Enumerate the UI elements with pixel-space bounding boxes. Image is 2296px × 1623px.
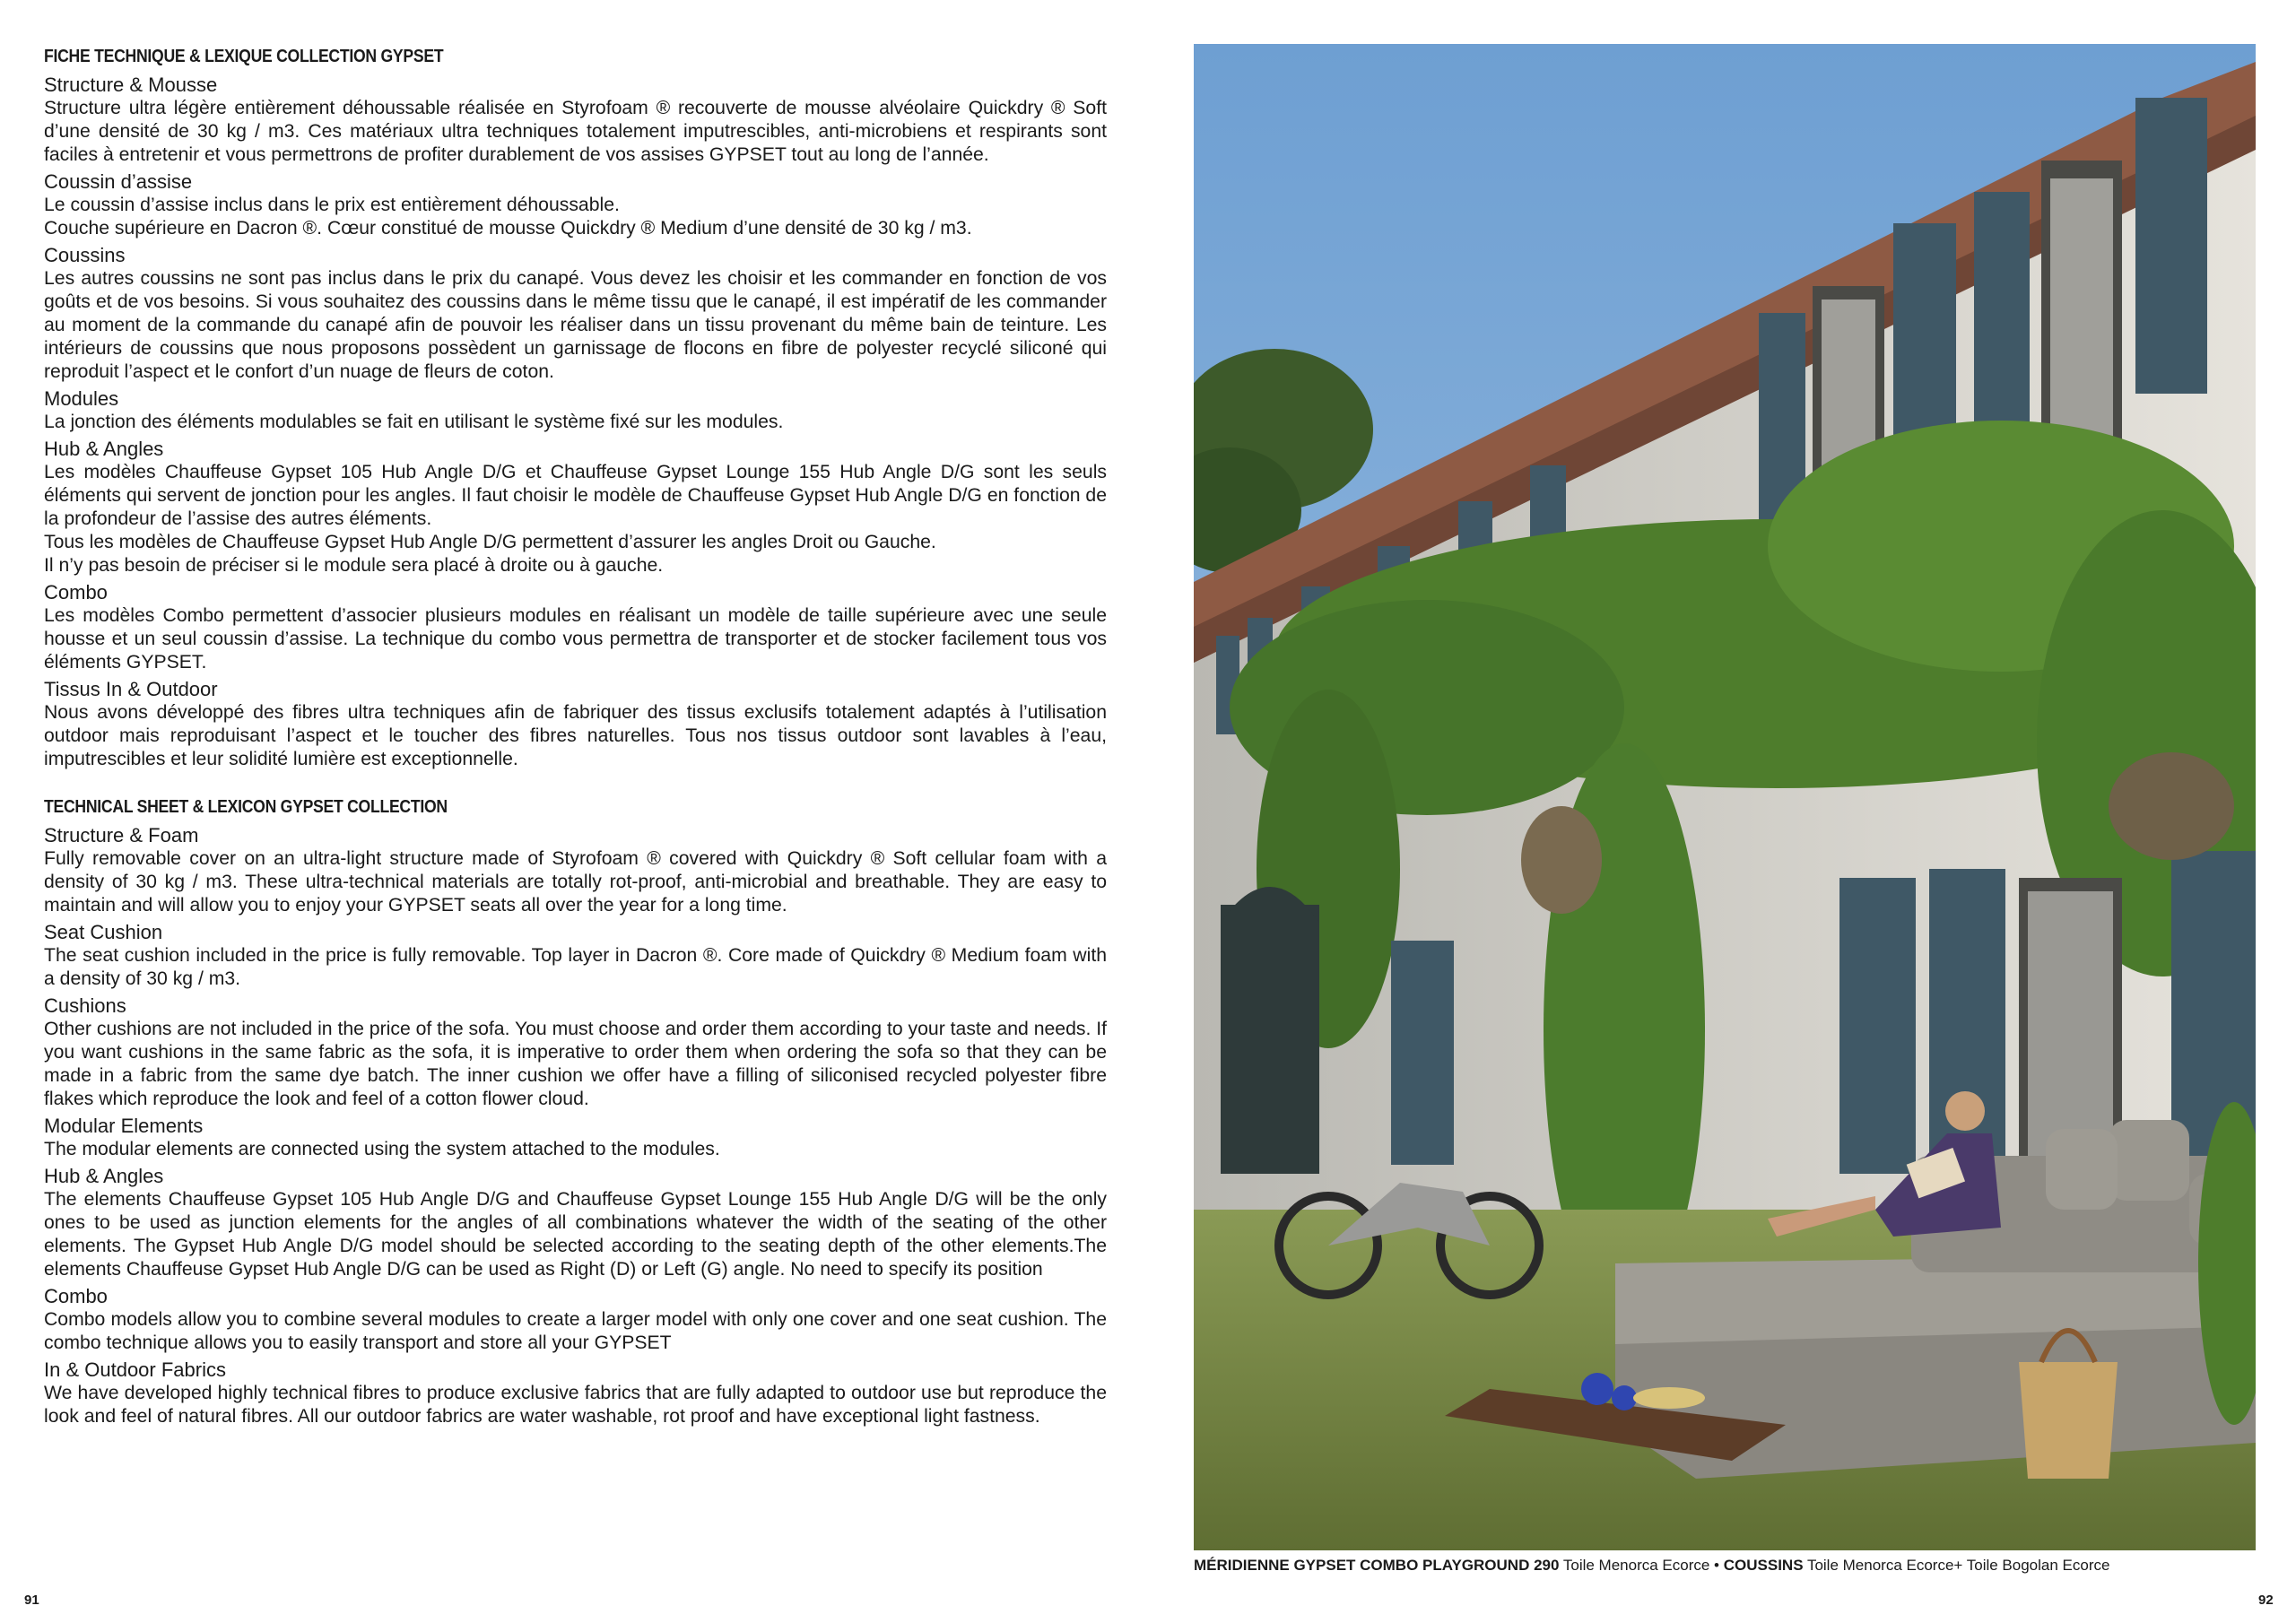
section-body — [44, 97, 1107, 167]
section-body — [44, 701, 1107, 771]
section-body — [44, 1188, 1107, 1281]
section-paragraph: Le coussin d’assise inclus dans le prix est entièrement déhoussable. — [44, 195, 620, 215]
english-sections — [44, 824, 1107, 1428]
section-title: Seat Cushion — [44, 921, 163, 943]
section-paragraph: Other cushions are not included in the price of the sofa. You must choose and order them according to your taste and needs. If you want cushions in the same fabric as the sofa, it is imperative to order them when ordering the sofa so that they can be made in a fabric from the same dye batch. The inner cushion we offer have a filling of siliconised recycled polyester fibre flakes which reproduce the look and feel of a cotton flower cloud. — [44, 1019, 1107, 1109]
section-paragraph: Couche supérieure en Dacron ®. Cœur constitué de mousse Quickdry ® Medium d’une densité de 30 kg / m3. — [44, 218, 972, 239]
section-paragraph: Combo models allow you to combine several modules to create a larger model with only one cover and one seat cushion. The combo technique allows you to easily transport and store all your GYPSET — [44, 1309, 1107, 1353]
section-body — [44, 461, 1107, 577]
french-sections — [44, 74, 1107, 771]
section-body — [44, 267, 1107, 384]
section-paragraph: Les modèles Combo permettent d’associer plusieurs modules en réalisant un modèle de taille supérieure avec une seule housse et un seul coussin d’assise. La technique du combo vous permettra de transporter et de stocker facilement tous vos éléments GYPSET. — [44, 605, 1107, 673]
section-body — [44, 847, 1107, 917]
section-paragraph: We have developed highly technical fibres to produce exclusive fabrics that are fully adapted to outdoor use but reproduce the look and feel of natural fibres. All our outdoor fabrics are water washable, rot proof and have exceptional light fastness. — [44, 1383, 1107, 1427]
caption-product: MÉRIDIENNE GYPSET COMBO PLAYGROUND 290 — [1194, 1557, 1560, 1574]
section-body — [44, 1382, 1107, 1428]
section-paragraph: The modular elements are connected using the system attached to the modules. — [44, 1139, 720, 1159]
section-title: Modules — [44, 387, 119, 410]
section-title: Coussins — [44, 244, 126, 266]
caption-cushions-fabric: Toile Menorca Ecorce+ Toile Bogolan Ecorce — [1803, 1557, 2110, 1574]
section-paragraph: La jonction des éléments modulables se fait en utilisant le système fixé sur les modules. — [44, 412, 784, 432]
section-paragraph: Nous avons développé des fibres ultra techniques afin de fabriquer des tissus exclusifs totalement adaptés à l’utilisation outdoor mais reproduisant l’aspect et le toucher des fibres naturelles. Tous nos tissus outdoor sont lavables à l’eau, imputrescibles et leur solidité lumière est exceptionnelle. — [44, 702, 1107, 769]
section-title: Hub & Angles — [44, 1165, 164, 1187]
house-garden-photo — [1194, 44, 2256, 1550]
section-body — [44, 194, 1107, 240]
english-heading: TECHNICAL SHEET & LEXICON GYPSET COLLECTION — [44, 797, 448, 817]
section-title: Coussin d’assise — [44, 170, 193, 193]
section-title: Modular Elements — [44, 1115, 204, 1137]
section-body — [44, 1018, 1107, 1111]
section-title: Structure & Foam — [44, 824, 199, 846]
section-title: Combo — [44, 581, 108, 603]
caption-product-fabric: Toile Menorca Ecorce • — [1559, 1557, 1724, 1574]
section-body — [44, 1138, 1107, 1161]
section-paragraph: Tous les modèles de Chauffeuse Gypset Hub Angle D/G permettent d’assurer les angles Droit ou Gauche. — [44, 532, 936, 552]
page-number-left: 91 — [24, 1593, 39, 1608]
section-paragraph: Fully removable cover on an ultra-light structure made of Styrofoam ® covered with Quickdry ® Soft cellular foam with a density of 30 kg / m3. These ultra-technical materials are totally rot-proof, anti-microbial and breathable. They are easy to maintain and will allow you to enjoy your GYPSET seats all over the year for a long time. — [44, 848, 1107, 916]
section-title: Cushions — [44, 994, 126, 1017]
section-body — [44, 604, 1107, 674]
french-heading: FICHE TECHNIQUE & LEXIQUE COLLECTION GYPSET — [44, 47, 444, 66]
section-title: Combo — [44, 1285, 108, 1307]
section-paragraph: The elements Chauffeuse Gypset 105 Hub Angle D/G and Chauffeuse Gypset Lounge 155 Hub Angle D/G will be the only ones to be used as junction elements for the angles of all combinations whatever the width of the seating of the other elements. The Gypset Hub Angle D/G model should be selected according to the seating depth of the other elements.The elements Chauffeuse Gypset Hub Angle D/G can be used as Right (D) or Left (G) angle. No need to specify its position — [44, 1189, 1107, 1280]
section-title: In & Outdoor Fabrics — [44, 1358, 226, 1381]
page-number-right: 92 — [2258, 1593, 2274, 1608]
section-paragraph: Il n’y pas besoin de préciser si le module sera placé à droite ou à gauche. — [44, 555, 664, 576]
section-title: Tissus In & Outdoor — [44, 678, 218, 700]
section-paragraph: Structure ultra légère entièrement déhoussable réalisée en Styrofoam ® recouverte de mousse alvéolaire Quickdry ® Soft d’une densité de 30 kg / m3. Ces matériaux ultra techniques totalement imputrescibles, anti-microbiens et respirants sont faciles à entretenir et vous permettrons de profiter durablement de vos assises GYPSET tout au long de l’année. — [44, 98, 1107, 165]
section-paragraph: The seat cushion included in the price is fully removable. Top layer in Dacron ®. Core made of Quickdry ® Medium foam with a density of 30 kg / m3. — [44, 945, 1107, 989]
caption-cushions: COUSSINS — [1723, 1557, 1804, 1574]
section-paragraph: Les modèles Chauffeuse Gypset 105 Hub Angle D/G et Chauffeuse Gypset Lounge 155 Hub Angle D/G sont les seuls éléments qui servent de jonction pour les angles. Il faut choisir le modèle de Chauffeuse Gypset Hub Angle D/G en fonction de la profondeur de l’assise des autres éléments. — [44, 462, 1107, 529]
section-paragraph: Les autres coussins ne sont pas inclus dans le prix du canapé. Vous devez les choisir et les commander en fonction de vos goûts et de vos besoins. Si vous souhaitez des coussins dans le même tissu que le canapé, il est impératif de les commander au moment de la commande du canapé afin de pouvoir les réaliser dans un tissu provenant du même bain de teinture. Les intérieurs de coussins que nous proposons possèdent un garnissage de flocons en fibre de polyester recyclé siliconé qui reproduit l’aspect et le confort d’un nuage de fleurs de coton. — [44, 268, 1107, 382]
section-body — [44, 411, 1107, 434]
photo-caption — [1194, 1557, 2109, 1575]
section-title: Structure & Mousse — [44, 74, 218, 96]
section-title: Hub & Angles — [44, 438, 164, 460]
section-body — [44, 1308, 1107, 1355]
section-body — [44, 944, 1107, 991]
left-page-text — [44, 45, 1107, 1432]
